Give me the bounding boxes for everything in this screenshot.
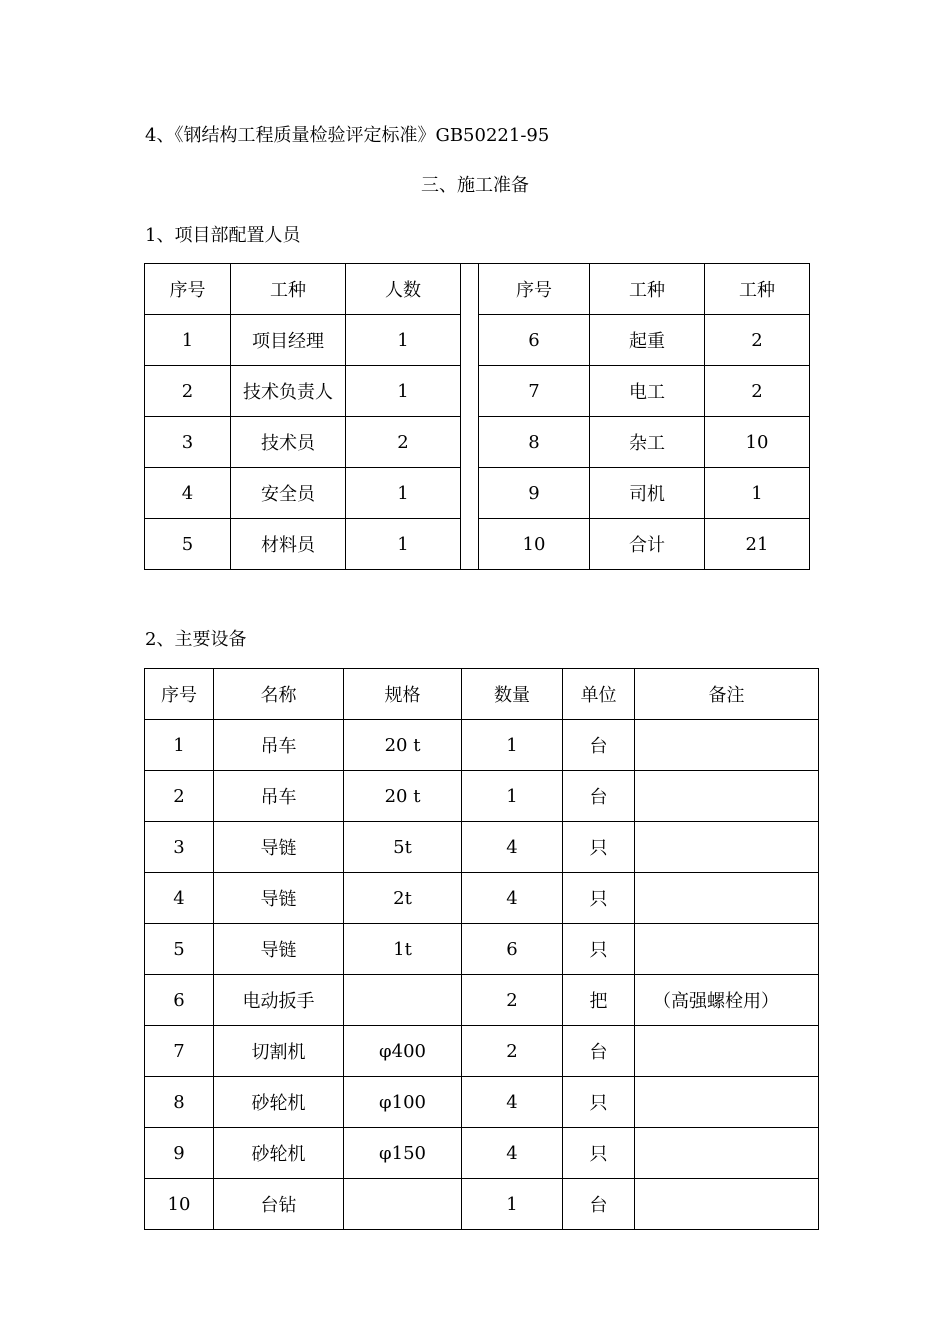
table-cell: 2	[145, 771, 214, 822]
table-cell: 导链	[214, 822, 344, 873]
staffing-heading: 1、项目部配置人员	[145, 225, 301, 246]
table-cell: 9	[145, 1128, 214, 1179]
column-header: 规格	[344, 669, 462, 720]
column-header: 名称	[214, 669, 344, 720]
table-cell: 吊车	[214, 720, 344, 771]
table-cell: 只	[563, 1077, 635, 1128]
staffing-table	[144, 263, 810, 570]
table-cell: 4	[145, 873, 214, 924]
table-cell: 只	[563, 924, 635, 975]
table-cell: 项目经理	[231, 315, 346, 366]
table-cell: 2	[462, 1026, 563, 1077]
table-cell: 砂轮机	[214, 1077, 344, 1128]
section-title: 三、施工准备	[421, 175, 529, 196]
table-cell	[635, 1077, 819, 1128]
table-cell: 台	[563, 771, 635, 822]
table-cell: 20 t	[344, 771, 462, 822]
table-cell: φ100	[344, 1077, 462, 1128]
table-cell: 5t	[344, 822, 462, 873]
table-cell	[635, 924, 819, 975]
table-cell	[344, 975, 462, 1026]
table-cell: 5	[145, 924, 214, 975]
table-cell: 切割机	[214, 1026, 344, 1077]
table-cell: 1	[705, 468, 810, 519]
table-cell: 合计	[590, 519, 705, 570]
table-cell: 台	[563, 720, 635, 771]
table-cell: 1	[145, 720, 214, 771]
table-cell: 技术员	[231, 417, 346, 468]
column-header: 备注	[635, 669, 819, 720]
table-cell: 吊车	[214, 771, 344, 822]
table-cell: 技术负责人	[231, 366, 346, 417]
standard-reference-line: 4、《钢结构工程质量检验评定标准》GB50221-95	[145, 125, 550, 146]
table-cell: 司机	[590, 468, 705, 519]
table-gap-column	[461, 264, 479, 570]
table-cell: 1	[462, 771, 563, 822]
table-cell: 导链	[214, 873, 344, 924]
column-header: 序号	[479, 264, 590, 315]
table-cell: 1	[346, 366, 461, 417]
table-cell: 只	[563, 822, 635, 873]
equipment-header-row	[145, 669, 819, 720]
column-header: 工种	[590, 264, 705, 315]
table-cell: 砂轮机	[214, 1128, 344, 1179]
column-header: 工种	[705, 264, 810, 315]
table-cell: 安全员	[231, 468, 346, 519]
table-cell: 6	[145, 975, 214, 1026]
table-cell: 杂工	[590, 417, 705, 468]
table-cell: 10	[479, 519, 590, 570]
table-cell: 2t	[344, 873, 462, 924]
table-row	[145, 1128, 819, 1179]
table-cell: φ150	[344, 1128, 462, 1179]
table-cell: 3	[145, 822, 214, 873]
table-cell	[635, 771, 819, 822]
table-cell: 1	[145, 315, 231, 366]
table-row	[145, 1077, 819, 1128]
column-header: 序号	[145, 264, 231, 315]
equipment-table	[144, 668, 819, 1230]
table-row	[145, 1179, 819, 1230]
table-cell	[635, 1026, 819, 1077]
table-row	[145, 771, 819, 822]
table-cell: 1t	[344, 924, 462, 975]
table-row	[145, 924, 819, 975]
table-row	[145, 975, 819, 1026]
table-cell: φ400	[344, 1026, 462, 1077]
table-cell: 只	[563, 1128, 635, 1179]
column-header: 人数	[346, 264, 461, 315]
table-cell: 20 t	[344, 720, 462, 771]
table-cell: 导链	[214, 924, 344, 975]
table-cell	[344, 1179, 462, 1230]
table-cell: 7	[479, 366, 590, 417]
table-cell	[635, 822, 819, 873]
table-cell: 2	[705, 315, 810, 366]
table-row	[145, 873, 819, 924]
table-cell: 6	[462, 924, 563, 975]
table-cell: 21	[705, 519, 810, 570]
table-cell: 9	[479, 468, 590, 519]
table-cell: 10	[705, 417, 810, 468]
equipment-heading: 2、主要设备	[145, 629, 247, 650]
table-cell	[635, 1179, 819, 1230]
table-cell: 只	[563, 873, 635, 924]
table-row	[145, 822, 819, 873]
table-cell: 1	[346, 315, 461, 366]
table-cell: 电动扳手	[214, 975, 344, 1026]
table-cell: 电工	[590, 366, 705, 417]
table-cell: 1	[462, 1179, 563, 1230]
table-cell: 台	[563, 1179, 635, 1230]
table-cell: 起重	[590, 315, 705, 366]
table-cell: 4	[145, 468, 231, 519]
table-row	[145, 1026, 819, 1077]
table-cell: 10	[145, 1179, 214, 1230]
table-cell	[635, 1128, 819, 1179]
table-cell: 1	[346, 519, 461, 570]
table-cell: 2	[705, 366, 810, 417]
table-cell: 2	[462, 975, 563, 1026]
column-header: 数量	[462, 669, 563, 720]
column-header: 序号	[145, 669, 214, 720]
table-row	[145, 720, 819, 771]
table-cell: 2	[346, 417, 461, 468]
table-cell: 4	[462, 1128, 563, 1179]
table-cell: 2	[145, 366, 231, 417]
table-cell: 8	[479, 417, 590, 468]
table-cell: 把	[563, 975, 635, 1026]
column-header: 单位	[563, 669, 635, 720]
table-cell: 4	[462, 1077, 563, 1128]
table-cell: 4	[462, 873, 563, 924]
table-cell: 材料员	[231, 519, 346, 570]
table-cell: 8	[145, 1077, 214, 1128]
table-cell: 3	[145, 417, 231, 468]
table-cell: 1	[346, 468, 461, 519]
table-cell: 台钻	[214, 1179, 344, 1230]
staffing-header-row	[145, 264, 810, 315]
table-cell: 4	[462, 822, 563, 873]
table-cell: 6	[479, 315, 590, 366]
table-cell	[635, 720, 819, 771]
table-cell: 7	[145, 1026, 214, 1077]
column-header: 工种	[231, 264, 346, 315]
table-cell: 5	[145, 519, 231, 570]
table-cell: 1	[462, 720, 563, 771]
table-cell	[635, 873, 819, 924]
table-cell: （高强螺栓用）	[635, 975, 819, 1026]
table-cell: 台	[563, 1026, 635, 1077]
